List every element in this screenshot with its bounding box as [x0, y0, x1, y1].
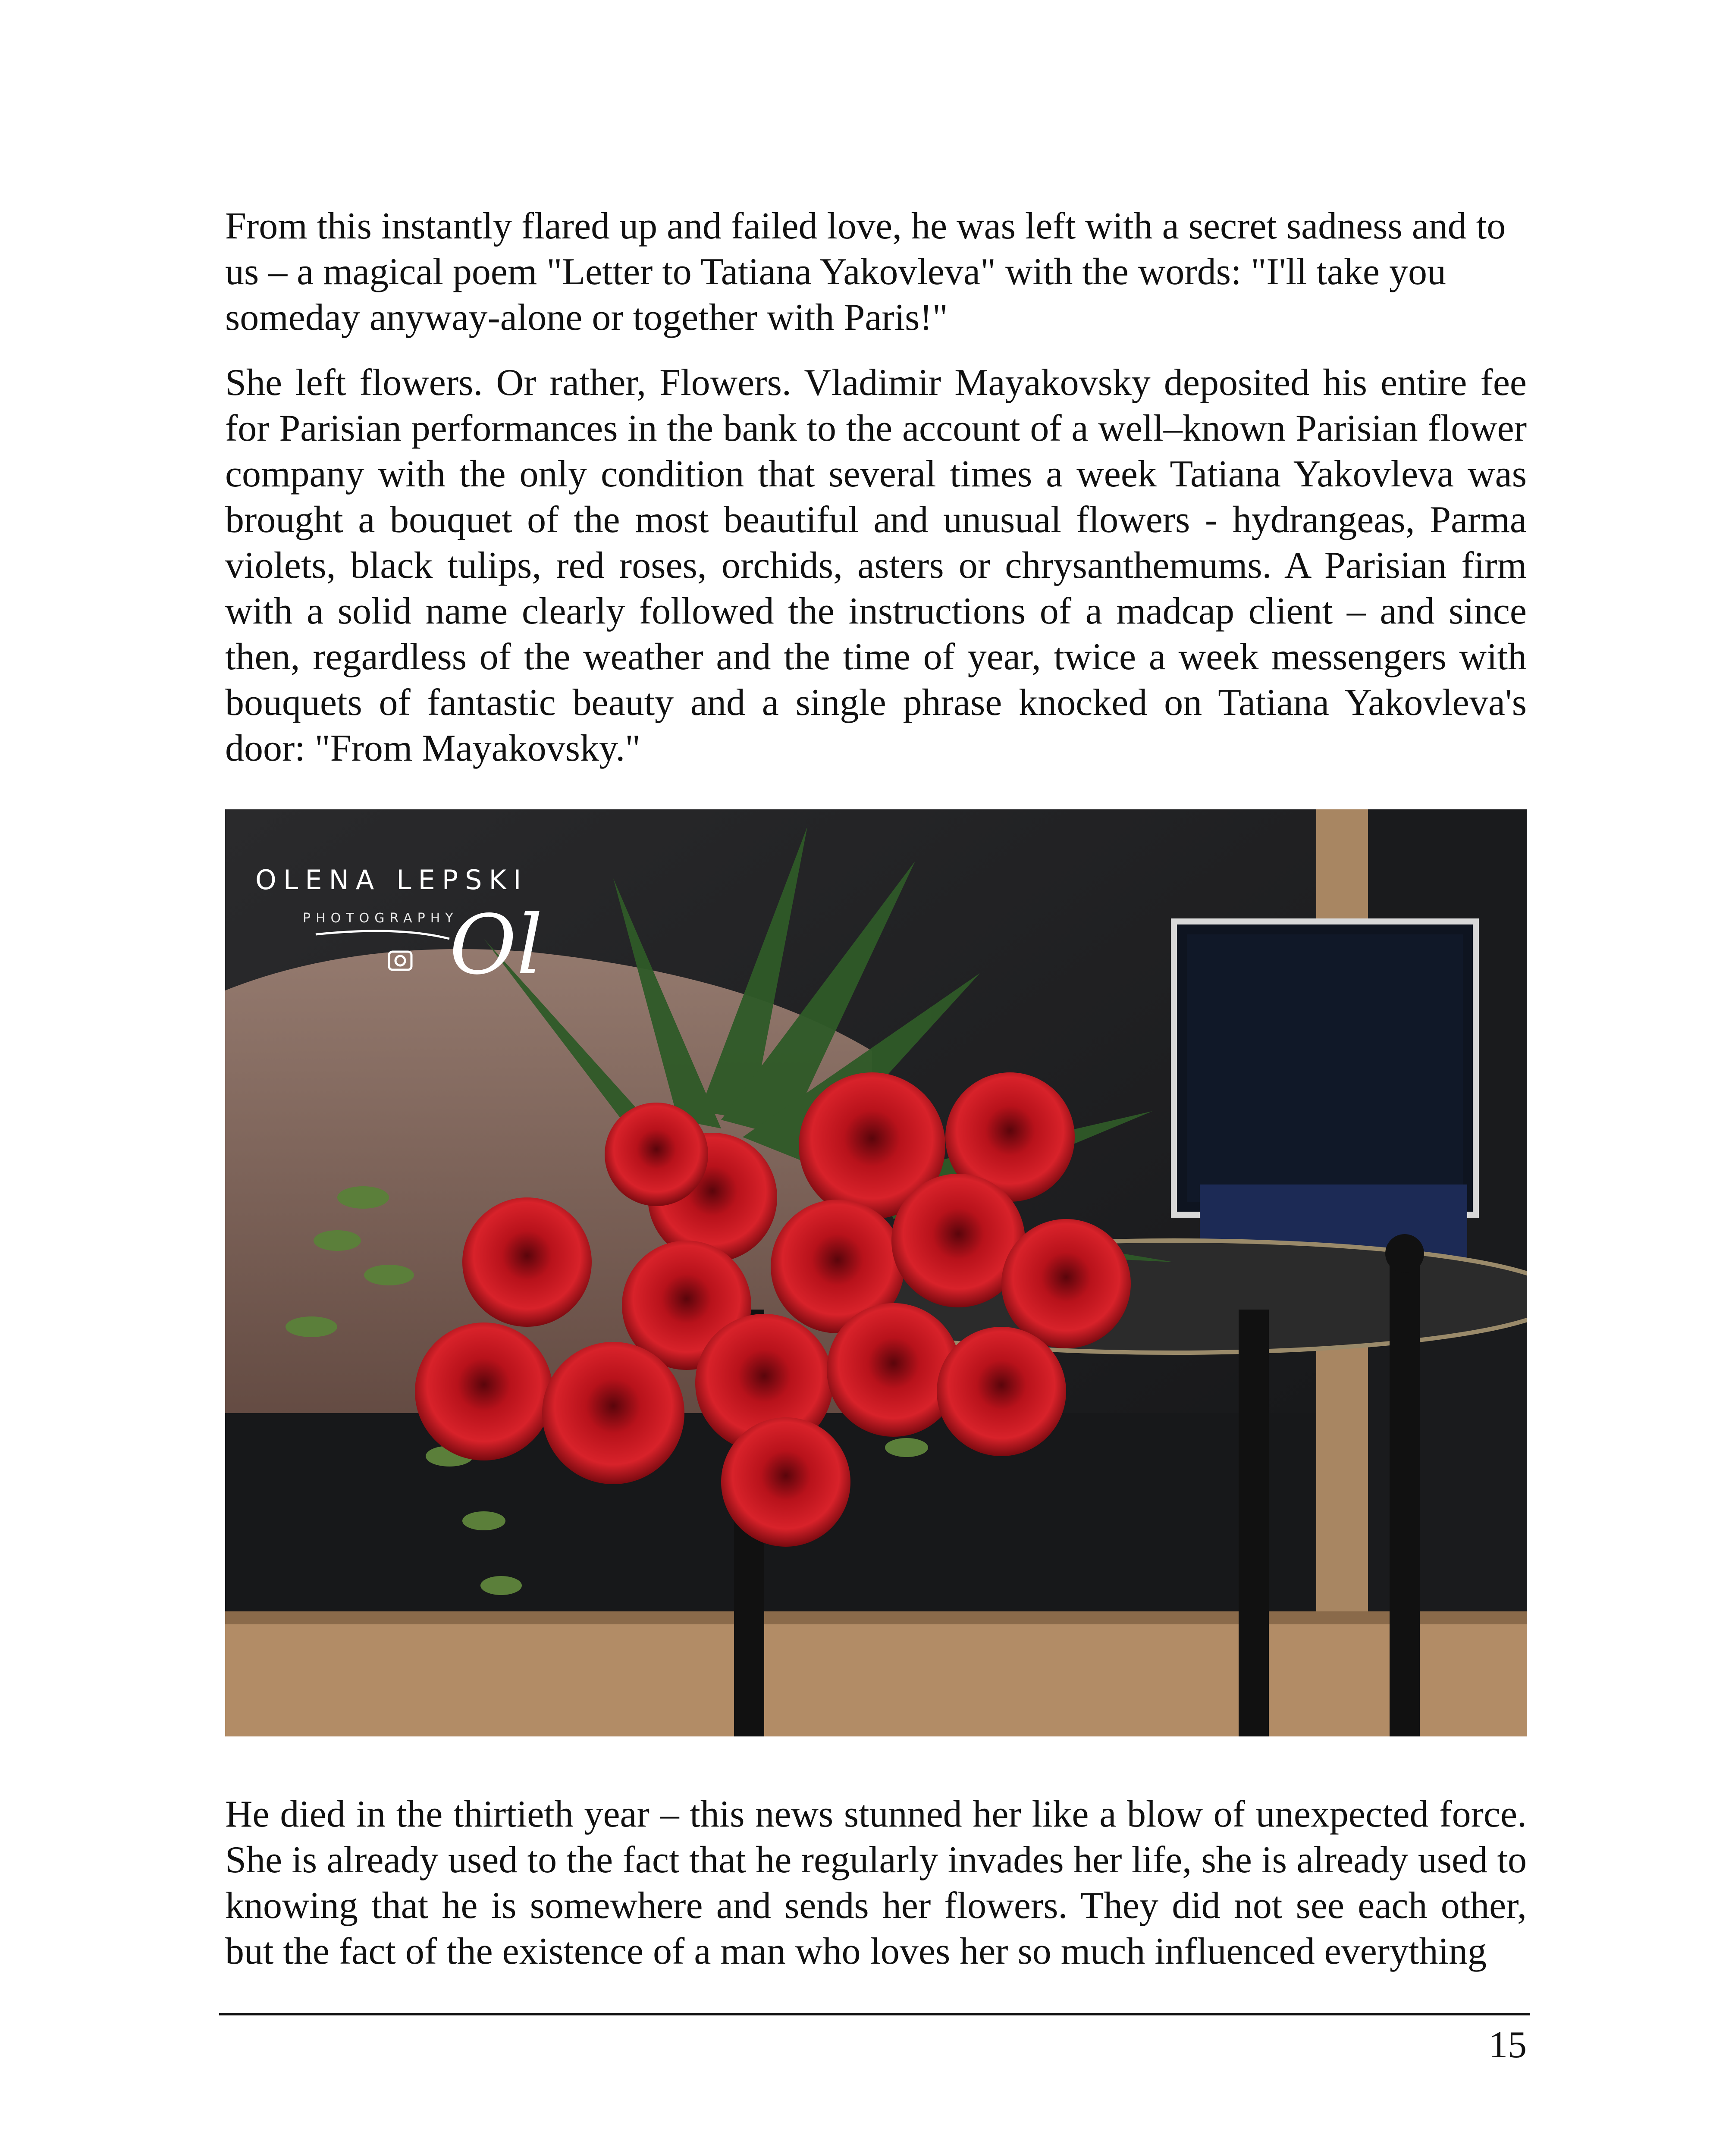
watermark-name: OLENA LEPSKI [255, 864, 528, 896]
page-number: 15 [1489, 2024, 1527, 2066]
rose-bouquet-photo [225, 809, 1527, 1736]
watermark-subtitle: PHOTOGRAPHY [303, 911, 458, 926]
paragraph-1: From this instantly flared up and failed love, he was left with a secret sadness and to us – a magical poem "Letter to Tatiana Yakovleva" with the words: "I'll take you someday anyway-alone or together with Paris!" [225, 205, 1506, 338]
paragraph-3: He died in the thirtieth year – this news stunned her like a blow of unexpected force. She is already used to the fact that he regularly invades her life, she is already used to knowing that he is somewhere and sends her flowers. They did not see each other, but the fact of the existence of a man who loves her so much influenced everything [225, 1793, 1527, 1972]
watermark-monogram: Ol [449, 897, 543, 993]
footer-rule [219, 2013, 1530, 2015]
paragraph-2: She left flowers. Or rather, Flowers. Vladimir Mayakovsky deposited his entire fee for Parisian performances in the bank to the account of a well–known Parisian flower company with the only condition that several times a week Tatiana Yakovleva was brought a bouquet of the most beautiful and unusual flowers - hydrangeas, Parma violets, black tulips, red roses, orchids, asters or chrysanthemums. A Parisian firm with a solid name clearly followed the instructions of a madcap client – and since then, regardless of the weather and the time of year, twice a week messengers with bouquets of fantastic beauty and a single phrase knocked on Tatiana Yakovleva's door: "From Mayakovsky." [225, 362, 1527, 769]
